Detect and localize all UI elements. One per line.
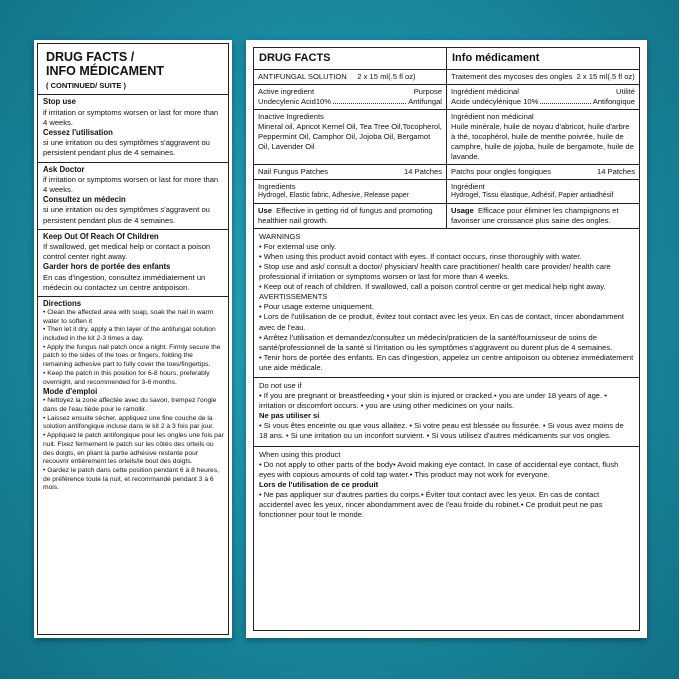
directions-item: • Clean the affected area with soap, soak the nail in warm water to soften it — [43, 308, 214, 325]
active-values-fr — [451, 97, 635, 107]
inactive-ingredients-row — [254, 110, 639, 165]
active-label-fr: Ingrédient médicinal — [451, 86, 519, 96]
ingredients-cell-en — [254, 180, 446, 203]
header-fr: Info médicament — [446, 48, 639, 69]
solution-name-fr: Traitement des mycoses des ongles — [451, 71, 573, 81]
inactive-text-en: Mineral oil, Apricot Kernel Oil, Tea Tree Oil,Tocopherol, Peppermint Oil, Camphor Oil, Jojoba Oil, Bergamot Oil, Lavender Oil — [258, 121, 442, 151]
ask-doctor-text: if irritation or symptoms worsen or last for more than 4 weeks. — [43, 174, 219, 195]
use-label-fr: Usage — [451, 205, 474, 215]
warnings-item: • Stop use and ask/ consult a doctor/ physician/ health care practitioner/ health care provider/ health care professional if irritation or symptoms worsen or last for more than 4 weeks. — [259, 261, 611, 282]
dot-leader — [333, 97, 406, 104]
directions-heading-fr: Mode d'emploi — [43, 387, 98, 397]
use-cell-en — [254, 204, 446, 228]
ingredients-heading-fr: Ingrédient — [451, 181, 485, 191]
active-labels-fr — [451, 87, 635, 97]
header-row — [254, 48, 639, 70]
ingredients-row — [254, 180, 639, 204]
inactive-cell-en — [254, 110, 446, 164]
keep-out-heading-fr: Garder hors de portée des enfants — [43, 262, 171, 272]
warnings-item-fr: • Tenir hors de portée des enfants. En cas d'ingestion, appelez un centre antipoison ou obtenez immédiatement une aide médicale. — [259, 352, 634, 372]
active-value-fr: Acide undécylénique 10% — [451, 96, 539, 106]
ingredients-text-en: Hydrogel, Elastic fabric, Adhesive, Release paper — [258, 191, 409, 199]
keep-out-heading: Keep Out Of Reach Of Children — [43, 231, 159, 241]
do-not-use-heading: Do not use if — [259, 380, 302, 390]
inactive-heading-fr: Ingrédient non médicinal — [451, 111, 534, 121]
use-label-en: Use — [258, 205, 272, 215]
solution-cell-fr — [446, 70, 639, 84]
directions-section — [38, 297, 228, 496]
directions-item-fr: • Appliquez le patch antifongique pour les ongles une fois par nuit. Fixez fermement le patch sur les côtés des orteils ou des doigts, en pliant la partie adhésive restante pour recouvrir entièrement les orteils/le bout des doigts. — [43, 432, 224, 466]
patches-row — [254, 165, 639, 180]
active-cell-fr — [446, 85, 639, 109]
use-cell-fr — [446, 204, 639, 228]
header-en: DRUG FACTS — [259, 52, 331, 64]
stop-use-heading-fr: Cessez l'utilisation — [43, 128, 113, 138]
directions-heading: Directions — [43, 298, 82, 308]
warnings-item-fr: • Pour usage externe uniquement. — [259, 302, 374, 312]
directions-item: • Then let it dry, apply a thin layer of the antifungal solution included in the kit 2-3 times a day. — [43, 326, 216, 342]
stop-use-section — [38, 95, 228, 162]
keep-out-text-fr: En cas d'ingestion, consultez immédiatement un médecin ou contactez un centre antipoison. — [43, 272, 206, 292]
inactive-cell-fr — [446, 110, 639, 164]
use-text-en: Effective in getting rid of fungus and promoting healthier nail growth. — [258, 205, 433, 225]
when-using-heading-fr: Lors de l'utilisation de ce produit — [259, 479, 379, 489]
stop-use-heading: Stop use — [43, 97, 76, 107]
solution-row — [254, 70, 639, 85]
left-panel-border — [37, 43, 229, 635]
stop-use-text: if irritation or symptoms worsen or last for more than 4 weeks. — [43, 107, 219, 127]
do-not-use-text-fr: • Si vous êtes enceinte ou que vous allaitez. • Si votre peau est blessée ou fissurée. • Si vous avez moins de 18 ans. • Si une irritation ou un inconfort survient. • Si vous utilisez d'autres médicaments sur vos ongles. — [259, 421, 624, 441]
when-using-text: • Do not apply to other parts of the body• Avoid making eye contact. In case of accidental eye contact, flush eyes with copious amounts of cold tap water.• This product may not work for everyone. — [259, 459, 619, 479]
do-not-use-text: • If you are pregnant or breastfeeding • your skin is injured or cracked.• you are under 18 years of age. • irritation or discomfort occurs. • you are using other medicines on your nails. — [259, 391, 607, 411]
active-labels-en — [258, 87, 442, 97]
dot-leader — [540, 97, 590, 104]
solution-cell-en — [254, 70, 446, 84]
ask-doctor-text-fr: si une irritation ou des symptômes s'aggravent ou persistent pendant plus de 4 semaines. — [43, 205, 210, 225]
keep-out-text: If swallowed, get medical help or contact a poison control center right away. — [43, 242, 211, 262]
when-using-section — [254, 447, 639, 525]
ingredients-cell-fr — [446, 180, 639, 203]
ask-doctor-section — [38, 163, 228, 230]
do-not-use-section — [254, 378, 639, 447]
directions-item: • Keep the patch in this position for 6-8 hours, preferably overnight, and recommended for 3-6 months. — [43, 369, 210, 386]
purpose-label-fr: Utilité — [616, 86, 635, 96]
active-cell-en — [254, 85, 446, 109]
when-using-text-fr: • Ne pas appliquer sur d'autres parties du corps.• Éviter tout contact avec les yeux. En cas de contact accidentel avec les yeux, rincer abondamment avec de l'eau froide du robinet.• Ce produit peut ne pas fonctionner pour tout le monde. — [259, 489, 603, 520]
left-title-line1: DRUG FACTS / — [46, 50, 135, 64]
active-values-en — [258, 97, 442, 107]
warnings-heading-fr: AVERTISSEMENTS — [259, 292, 328, 302]
warnings-item: • When using this product avoid contact with eyes. If contact occurs, rinse thoroughly with water. — [259, 251, 582, 261]
warnings-item-fr: • Arrêtez l'utilisation et demandez/consultez un médecin/praticien de la santé/fournisseur de soins de santé/professionnel de la santé si l'irritation ou les symptômes s'aggravent ou durent plus de 4 semaines. — [259, 332, 613, 352]
patches-name-en: Nail Fungus Patches — [258, 166, 329, 176]
inactive-heading-en: Inactive Ingredients — [258, 111, 324, 121]
warnings-item-fr: • Lors de l'utilisation de ce produit, évitez tout contact avec les yeux. En cas de contact, rincer abondamment avec de l'eau. — [259, 312, 625, 332]
keep-out-section — [38, 230, 228, 297]
warnings-item: • Keep out of reach of children. If swallowed, call a poison control centre or get medical help right away. — [259, 282, 606, 292]
patches-cell-en — [254, 165, 446, 179]
use-text-fr: Efficace pour éliminer les champignons et favoriser une croissance plus saine des ongles. — [451, 205, 619, 225]
stop-use-text-fr: si une irritation ou des symptômes s'aggravent ou persistent pendant plus de 4 semaines. — [43, 138, 210, 158]
right-panel-border — [253, 47, 640, 631]
warnings-section — [254, 229, 639, 378]
purpose-label-en: Purpose — [413, 86, 442, 96]
left-subtitle: ( CONTINUED/ SUITE ) — [46, 80, 126, 90]
drug-facts-continued-panel — [34, 40, 232, 638]
use-row — [254, 204, 639, 229]
directions-item-fr: • Laissez ensuite sécher, appliquez une fine couche de la solution antifongique incluse dans le kit 2 à 3 fois par jour. — [43, 414, 215, 431]
ingredients-heading-en: Ingredients — [258, 181, 296, 191]
directions-item-fr: • Gardez le patch dans cette position pendant 6 à 8 heures, de préférence toute la nuit, et recommandé pendant 3 à 6 mois. — [43, 466, 219, 492]
inactive-text-fr: Huile minérale, huile de noyau d'abricot, huile d'arbre à thé, tocophérol, huile de menthe poivrée, huile de camphre, huile de jojoba, huile de bergamote, huile de lavande. — [451, 121, 634, 161]
solution-qty-en: 2 x 15 ml(.5 fl oz) — [357, 71, 416, 81]
ingredients-text-fr: Hydrogel, Tissu élastique, Adhésif, Papier antiadhésif — [451, 191, 614, 199]
purpose-value-fr: Antifongique — [592, 96, 635, 106]
warnings-heading: WARNINGS — [259, 231, 301, 241]
ask-doctor-heading: Ask Doctor — [43, 164, 85, 174]
solution-name-en: ANTIFUNGAL SOLUTION — [258, 71, 347, 81]
purpose-value-en: Antifungal — [408, 96, 442, 106]
warnings-item: • For external use only. — [259, 241, 337, 251]
active-label-en: Active ingredient — [258, 86, 315, 96]
do-not-use-heading-fr: Ne pas utiliser si — [259, 411, 320, 421]
patches-qty-fr: 14 Patches — [597, 166, 635, 176]
drug-facts-panel — [246, 40, 647, 638]
when-using-heading: When using this product — [259, 449, 341, 459]
left-title-line2: INFO MÉDICAMENT — [46, 63, 165, 78]
directions-item: • Apply the fungus nail patch once a night. Firmly secure the patch to the sides of the toes or fingers, folding the remaining adhesive part to fully cover the toes/fingertips. — [43, 343, 221, 369]
patches-name-fr: Patchs pour ongles fongiques — [451, 166, 552, 176]
patches-cell-fr — [446, 165, 639, 179]
active-ingredient-row — [254, 85, 639, 110]
directions-item-fr: • Nettoyez la zone affectée avec du savon, trempez l'ongle dans de l'eau tiède pour le ramollir. — [43, 397, 217, 414]
solution-qty-fr: 2 x 15 ml(.5 fl oz) — [576, 71, 635, 81]
ask-doctor-heading-fr: Consultez un médecin — [43, 195, 126, 205]
patches-qty-en: 14 Patches — [404, 166, 442, 176]
active-value-en: Undecylenic Acid10% — [258, 96, 332, 106]
left-title-block — [38, 44, 228, 95]
